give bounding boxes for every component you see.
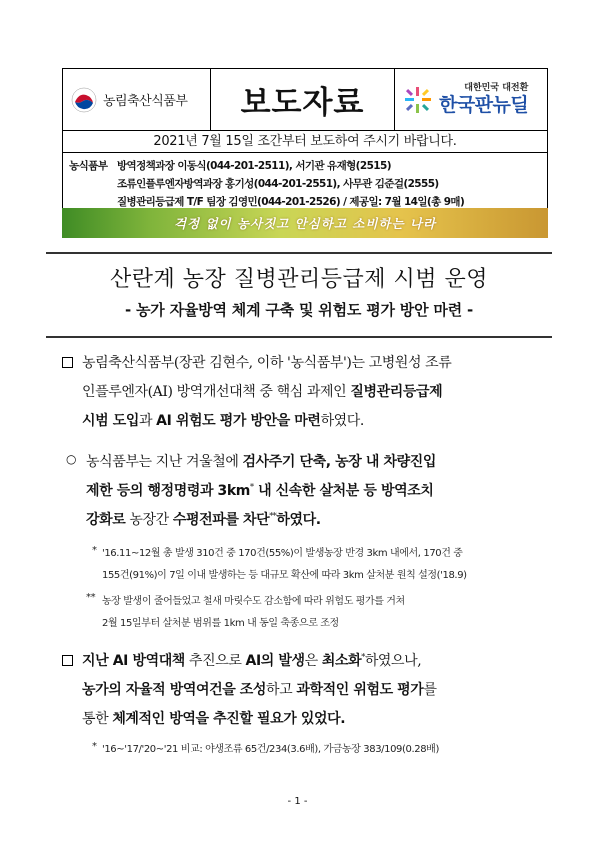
footnote-line: 155건(91%)이 7일 이내 발생하는 등 대규모 확산에 따라 3km 살처분 원칙 설정('18.9) — [102, 570, 467, 581]
contact-info — [63, 153, 547, 213]
headline-subtitle: - 농가 자율방역 체계 구축 및 위험도 평가 방안 마련 - — [124, 301, 474, 319]
press-release-title: 보도자료 — [240, 85, 365, 121]
embargo-notice: 2021년 7월 15일 조간부터 보도하여 주시기 바랍니다. — [63, 131, 547, 153]
footnote-line: '16~'17/'20~'21 비교: 야생조류 65건/234(3.6배), 가금농장 383/109(0.28배) — [102, 744, 439, 755]
slogan-banner — [62, 208, 548, 238]
ministry-name: 농림축산식품부 — [103, 94, 188, 109]
footnote-mark: * — [92, 545, 97, 556]
headline-title: 산란계 농장 질병관리등급제 시범 운영 — [109, 267, 488, 292]
press-header-box — [62, 68, 548, 214]
newdeal-logo-cell — [395, 69, 547, 130]
government-emblem-icon — [71, 87, 97, 113]
paragraph-line: 지난 AI 방역대책 추진으로 AI의 발생은 최소화*하였으나, — [82, 652, 422, 669]
paragraph-line: 강화로 농장간 수평전파를 차단**하였다. — [86, 511, 321, 528]
newdeal-name: 한국판뉴딜 — [439, 94, 529, 116]
paragraph-line: 시범 도입과 AI 위험도 평가 방안을 마련하였다. — [82, 413, 364, 429]
paragraph-line: 농식품부는 지난 겨울철에 검사주기 단축, 농장 내 차량진입 — [86, 454, 436, 470]
contact-line: 질병관리등급제 T/F 팀장 김영민(044-201-2526) / 제공일: 7월 14일(총 9매) — [117, 196, 465, 208]
paragraph-line: 제한 등의 행정명령과 3km* 내 신속한 살처분 등 방역조치 — [86, 482, 434, 499]
contact-label: 농식품부 — [69, 160, 108, 172]
headline-box — [46, 252, 552, 338]
paragraph-line: 통한 체계적인 방역을 추진할 필요가 있었다. — [82, 711, 346, 727]
press-release-title-cell — [211, 69, 395, 130]
paragraph-line: 인플루엔자(AI) 방역개선대책 중 핵심 과제인 질병관리등급제 — [82, 384, 443, 400]
paragraph-line: 농가의 자율적 방역여건을 조성하고 과학적인 위험도 평가를 — [82, 682, 437, 698]
newdeal-tagline: 대한민국 대전환 — [464, 83, 529, 93]
contact-line: 방역정책과장 이동식(044-201-2511), 서기관 유재형(2515) — [117, 160, 391, 172]
footnote-mark: * — [92, 741, 97, 752]
slogan-text: 걱정 없이 농사짓고 안심하고 소비하는 나라 — [173, 216, 437, 231]
contact-line: 조류인플루엔자방역과장 홍기성(044-201-2551), 사무관 김준걸(2555) — [117, 178, 439, 190]
ministry-logo-cell — [63, 69, 211, 130]
header-top-row — [63, 69, 547, 131]
paragraph-line: 농림축산식품부(장관 김현수, 이하 '농식품부')는 고병원성 조류 — [82, 355, 452, 371]
newdeal-logo-icon — [403, 85, 433, 115]
footnote-mark: ** — [86, 592, 96, 603]
footnote-line: 2월 15일부터 살처분 범위를 1km 내 동일 축종으로 조정 — [102, 618, 339, 629]
footnote-line: 농장 발생이 줄어들었고 철새 마릿수도 감소함에 따라 위험도 평가를 거쳐 — [102, 596, 405, 607]
square-bullet-icon — [62, 655, 73, 666]
newdeal-wordmark — [439, 84, 528, 115]
square-bullet-icon — [62, 357, 73, 368]
footnote-line: '16.11~12월 총 발생 310건 중 170건(55%)이 발생농장 반경 3km 내에서, 170건 중 — [102, 548, 463, 559]
circle-bullet-icon: ○ — [66, 452, 77, 466]
page-number: - 1 - — [287, 796, 308, 807]
